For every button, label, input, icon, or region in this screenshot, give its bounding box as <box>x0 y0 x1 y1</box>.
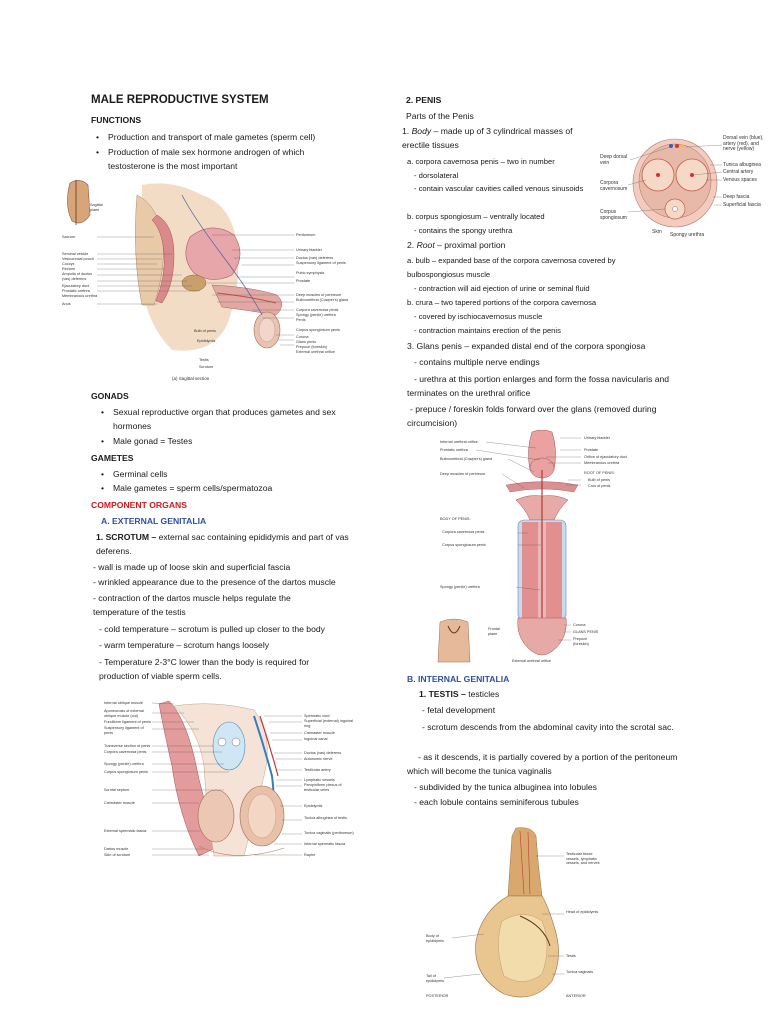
scr-label: Spongy (penile) urethra <box>104 762 144 766</box>
sag-label: Corpus spongiosum penis <box>296 328 340 332</box>
long-label: Bulbourethral (Cowper's) gland <box>440 457 493 461</box>
testis-fig-label: Tunica vaginalis <box>566 970 594 974</box>
scr-label: Suspensory ligament of penis <box>104 726 144 735</box>
scr-label: Transverse section of penis <box>104 744 151 748</box>
scr-label: Raphe <box>304 853 316 857</box>
root-line: b. crura – two tapered portions of the corpora cavernosa <box>407 298 597 307</box>
long-label: Internal urethral orifice <box>440 440 478 444</box>
gametes-item: • Male gametes = sperm cells/spermatozoa <box>113 481 373 495</box>
long-label: Orifice of ejaculatory duct <box>584 455 627 459</box>
body-line: - dorsolateral <box>414 171 459 180</box>
testis-def <box>419 689 499 700</box>
testis-line: - scrotum descends from the abdominal cavity into the scrotal sac. <box>422 722 674 732</box>
long-label: Prepuce (foreskin) <box>573 637 589 646</box>
sag-label: Peritoneum <box>296 233 316 237</box>
root-num: 2. <box>407 240 415 250</box>
external-genitalia-heading: A. EXTERNAL GENITALIA <box>101 516 207 526</box>
root-term: Root <box>416 240 435 250</box>
cross-label: Spongy urethra <box>670 232 705 238</box>
cross-label: Venous spaces <box>723 177 757 183</box>
scr-label: Tunica vaginalis (peritoneum) <box>304 831 354 835</box>
gonads-heading: GONADS <box>91 391 129 401</box>
scr-label: Cremaster muscle <box>304 731 335 735</box>
glans-line: - prepuce / foreskin folds forward over the glans (removed during circumcision) <box>407 404 657 428</box>
scrotum-line: - Temperature 2-3°C lower than the body is required for production of viable sperm cells. <box>99 657 310 681</box>
gonads-item: • Sexual reproductive organ that produces gametes and sex hormones <box>113 405 373 433</box>
sag-label: Scrotum <box>199 365 214 369</box>
sag-label: Pubic symphysis <box>296 271 325 275</box>
sag-label: Deep muscles of perineum <box>296 293 342 297</box>
sag-label: Penis <box>296 318 306 322</box>
function-item: • Production and transport of male gametes (sperm cell) <box>108 130 378 144</box>
scr-label: Superficial (external) inguinal ring <box>304 719 353 728</box>
penis-body-num: 1. <box>402 126 410 136</box>
sag-label: Ductus (vas) deferens <box>296 256 334 260</box>
cross-label: Central artery <box>723 169 754 175</box>
long-label: Bulb of penis <box>588 478 610 482</box>
penis-cross-section-figure <box>598 135 766 245</box>
sag-label: Ampulla of ductus (vas) deferens <box>62 272 93 281</box>
long-label: Corpus spongiosum penis <box>442 543 486 547</box>
sag-label: Seminal vesicle <box>62 252 89 256</box>
cross-label: Corpora cavernosum <box>600 180 628 192</box>
gonads-item: • Male gonad = Testes <box>113 434 373 448</box>
sag-label: Ejaculatory duct <box>62 284 90 288</box>
testis-line: - as it descends, it is partially covered by a portion of the peritoneum which will become the tunica vaginalis <box>407 752 678 776</box>
root-line: - contraction will aid ejection of urine or seminal fluid <box>414 284 590 293</box>
scr-label: Testicular artery <box>304 768 331 772</box>
sag-label: Bulb of penis <box>194 329 216 333</box>
penis-parts: Parts of the Penis <box>406 111 474 121</box>
scr-label: Spermatic cord <box>304 714 330 718</box>
glans-line: - contains multiple nerve endings <box>414 357 540 367</box>
long-label: Urinary bladder <box>584 436 610 440</box>
scr-label: Scrotal septum <box>104 788 130 792</box>
scrotum-line: - wrinkled appearance due to the presence of the dartos muscle <box>93 577 336 587</box>
gametes-heading: GAMETES <box>91 453 134 463</box>
long-label: Corona <box>573 623 586 627</box>
sag-label: Anus <box>62 302 71 306</box>
scrotum-figure <box>104 696 356 864</box>
cross-label: Skin <box>652 229 662 235</box>
cross-label: Superficial fascia <box>723 202 761 208</box>
testis-fig-label: Testicular blood vessels, lymphatic vessels, and nerves <box>566 852 600 865</box>
scr-label: Corpora cavernosa penis <box>104 750 147 754</box>
cross-label: Tunica albuginea <box>723 162 761 168</box>
sag-label: Membranous urethra <box>62 294 98 298</box>
component-organs-heading: COMPONENT ORGANS <box>91 500 187 510</box>
long-label: Corpora cavernosa penis <box>442 530 485 534</box>
penis-body-term: Body <box>411 126 432 136</box>
sag-label: Corpora cavernosa penis <box>296 308 339 312</box>
long-label: Spongy (penile) urethra <box>440 585 480 589</box>
scrotum-def-text: external sac containing epididymis and part of vas deferens. <box>96 532 349 556</box>
body-line: - contains the spongy urethra <box>414 226 513 235</box>
testis-fig-label: Testis <box>566 954 576 958</box>
long-label: ROOT OF PENIS: <box>584 471 615 475</box>
scrotum-line: - warm temperature – scrotum hangs loosely <box>99 640 270 650</box>
function-item: • Production of male sex hormone androgen of which testosterone is the most important <box>108 145 348 173</box>
sag-label: External urethral orifice <box>296 350 336 354</box>
testis-num: 1. <box>419 689 427 699</box>
scrotum-line: - cold temperature – scrotum is pulled up closer to the body <box>99 624 325 634</box>
long-label: GLANS PENIS <box>573 630 599 634</box>
testis-fig-label: ANTERIOR <box>566 994 586 998</box>
scr-label: Tunica albuginea of testis <box>304 816 347 820</box>
sag-label: Suspensory ligament of penis <box>296 261 346 265</box>
cross-label: Dorsal vein (blue), artery (red), and nerve (yellow) <box>723 135 764 153</box>
testis-fig-label: Tail of epididymis <box>426 974 444 983</box>
page-title: MALE REPRODUCTIVE SYSTEM <box>91 94 269 106</box>
root-heading <box>407 240 505 251</box>
root-line: - contraction maintains erection of the penis <box>414 326 561 335</box>
scr-label: Pampiniform plexus of testicular veins <box>304 783 342 792</box>
scr-label: Dartos muscle <box>104 847 129 851</box>
testis-line: - fetal development <box>422 705 496 715</box>
sag-label: Epididymis <box>197 339 216 343</box>
long-label: Frontal plane <box>488 627 500 636</box>
long-label: Prostatic urethra <box>440 448 468 452</box>
functions-heading: FUNCTIONS <box>91 115 142 125</box>
figure-caption: (a) Sagittal section <box>172 376 210 381</box>
sag-label: Testis <box>199 358 209 362</box>
internal-genitalia-heading: B. INTERNAL GENITALIA <box>407 674 510 684</box>
sag-label: Vesicorectal pouch <box>62 257 94 261</box>
sagittal-section-figure <box>62 175 362 390</box>
sag-label: Bulbourethral (Cowper's) gland <box>296 298 349 302</box>
scr-label: Cremaster muscle <box>104 801 135 805</box>
root-line: - covered by ischiocavernosus muscle <box>414 312 543 321</box>
sag-label: Sacrum <box>62 235 76 239</box>
long-label: Crus of penis <box>588 484 611 488</box>
scr-label: Lymphatic vessels <box>304 778 335 782</box>
penis-body-def: – made up of 3 cylindrical masses of erectile tissues <box>402 126 573 150</box>
body-line: b. corpus spongiosum – ventrally located <box>407 212 545 221</box>
testis-fig-label: POSTERIOR <box>426 994 449 998</box>
scr-label: Internal oblique muscle <box>104 701 144 705</box>
scr-label: Internal spermatic fascia <box>304 842 346 846</box>
penis-heading: 2. PENIS <box>406 95 442 105</box>
scrotum-term: SCROTUM – <box>105 532 157 542</box>
body-line: a. corpora cavernosa penis – two in number <box>407 157 555 166</box>
scr-label: Inguinal canal <box>304 737 328 741</box>
cross-label: Deep dorsal vein <box>600 154 627 166</box>
testis-line: - each lobule contains seminiferous tubules <box>414 797 579 807</box>
inset-label: Sagittal plane <box>90 203 103 212</box>
testis-fig-label: Body of epididymis <box>426 934 444 943</box>
cross-label: Corpus spongiosum <box>600 209 627 221</box>
testis-figure <box>424 826 608 1006</box>
scr-label: External spermatic fascia <box>104 829 147 833</box>
scr-label: Fundiform ligament of penis <box>104 720 151 724</box>
root-def: – proximal portion <box>434 240 506 250</box>
body-line: - contain vascular cavities called venous sinusoids <box>414 184 584 193</box>
testis-term: TESTIS – <box>428 689 466 699</box>
long-label: Membranous urethra <box>584 461 620 465</box>
sag-label: Spongy (penile) urethra <box>296 313 336 317</box>
sag-label: Corona <box>296 335 309 339</box>
sag-label: Rectum <box>62 267 76 271</box>
long-label: Prostate <box>584 448 599 452</box>
scrotum-def <box>96 530 366 558</box>
penis-body <box>402 124 602 152</box>
scrotum-line: - wall is made up of loose skin and superficial fascia <box>93 562 291 572</box>
sag-label: Urinary bladder <box>296 248 322 252</box>
scr-label: Ductus (vas) deferens <box>304 751 342 755</box>
scrotum-num: 1. <box>96 532 104 542</box>
sag-label: Prostate <box>296 279 311 283</box>
testis-fig-label: Head of epididymis <box>566 910 599 914</box>
scr-label: Epididymis <box>304 804 323 808</box>
scr-label: Aponeurosis of external oblique muscle (cut) <box>104 709 144 718</box>
scrotum-line: - contraction of the dartos muscle helps regulate the temperature of the testis <box>93 593 291 617</box>
long-label: External urethral orifice <box>512 659 552 663</box>
scr-label: Corpus spongiosum penis <box>104 770 148 774</box>
sag-label: Prepuce (foreskin) <box>296 345 328 349</box>
testis-line: - subdivided by the tunica albuginea into lobules <box>414 782 597 792</box>
sag-label: Prostatic urethra <box>62 289 90 293</box>
scr-label: Autonomic nerve <box>304 757 333 761</box>
gametes-item: • Germinal cells <box>113 467 373 481</box>
glans-heading: 3. Glans penis – expanded distal end of the corpora spongiosa <box>407 341 646 351</box>
sag-label: Coccyx <box>62 262 75 266</box>
long-label: Deep muscles of perineum <box>440 472 486 476</box>
scr-label: Skin of scrotum <box>104 853 131 857</box>
sag-label: Glans penis <box>296 340 317 344</box>
root-line: a. bulb – expanded base of the corpora cavernosa covered by bulbospongiosus muscle <box>407 256 616 279</box>
testis-def-text: testicles <box>465 689 500 699</box>
cross-label: Deep fascia <box>723 194 750 200</box>
penis-longitudinal-figure <box>436 430 648 668</box>
long-label: BODY OF PENIS: <box>440 517 471 521</box>
glans-line: - urethra at this portion enlarges and form the fossa navicularis and terminates on the urethral orifice <box>407 374 670 398</box>
